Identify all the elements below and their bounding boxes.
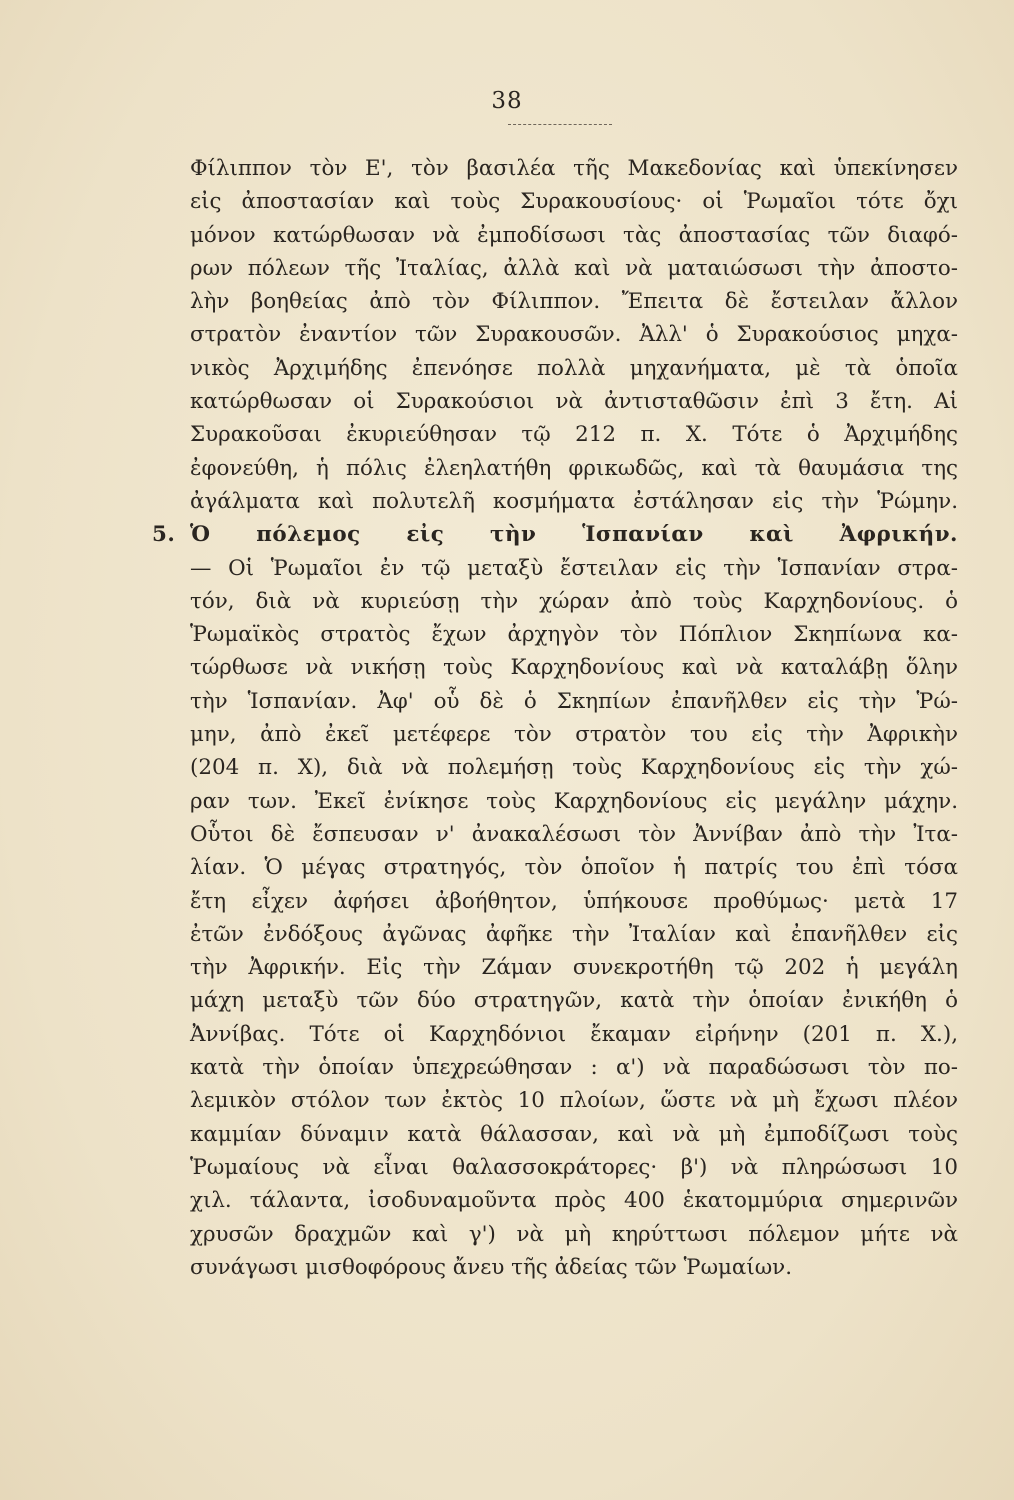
text-line: μόνον κατώρθωσαν νὰ ἐμποδίσωσι τὰς ἀποστασίας τῶν διαφό-: [190, 222, 958, 248]
text-line: μάχη μεταξὺ τῶν δύο στρατηγῶν, κατὰ τὴν ὁποίαν ἐνικήθη ὁ: [190, 988, 958, 1014]
text-line: καμμίαν δύναμιν κατὰ θάλασσαν, καὶ νὰ μὴ ἐμποδίζωσι τοὺς: [190, 1121, 958, 1147]
text-line: Ῥωμαϊκὸς στρατὸς ἔχων ἀρχηγὸν τὸν Πόπλιον Σκηπίωνα κα-: [190, 622, 958, 648]
text-line: λεμικὸν στόλον των ἐκτὸς 10 πλοίων, ὥστε νὰ μὴ ἔχωσι πλέον: [190, 1088, 958, 1114]
text-line: Ῥωμαίους νὰ εἶναι θαλασσοκράτορες· β') νὰ πληρώσωσι 10: [190, 1154, 958, 1180]
text-line: ἐτῶν ἐνδόξους ἀγῶνας ἀφῆκε τὴν Ἰταλίαν καὶ ἐπανῆλθεν εἰς: [190, 921, 958, 947]
text-line: χρυσῶν δραχμῶν καὶ γ') νὰ μὴ κηρύττωσι πόλεμον μήτε νὰ: [190, 1221, 958, 1247]
text-line: τὴν Ἱσπανίαν. Ἀφ' οὗ δὲ ὁ Σκηπίων ἐπανῆλθεν εἰς τὴν Ῥώ-: [190, 688, 958, 714]
text-line: κατὰ τὴν ὁποίαν ὑπεχρεώθησαν : α') νὰ παραδώσωσι τὸν πο-: [190, 1055, 958, 1081]
text-line: Συρακοῦσαι ἐκυριεύθησαν τῷ 212 π. Χ. Τότε ὁ Ἀρχιμήδης: [190, 422, 958, 448]
text-line: στρατὸν ἐναντίον τῶν Συρακουσῶν. Ἀλλ' ὁ Συρακούσιος μηχα-: [190, 322, 958, 348]
text-line: ἀγάλματα καὶ πολυτελῆ κοσμήματα ἐστάλησαν εἰς τὴν Ῥώμην.: [190, 488, 958, 514]
text-line: ἔτη εἶχεν ἀφήσει ἀβοήθητον, ὑπήκουσε προθύμως· μετὰ 17: [190, 888, 958, 914]
text-line: τώρθωσε νὰ νικήσῃ τοὺς Καρχηδονίους καὶ νὰ καταλάβῃ ὅλην: [190, 655, 958, 681]
page-number: 38: [491, 88, 523, 114]
text-line: κατώρθωσαν οἱ Συρακούσιοι νὰ ἀντισταθῶσιν ἐπὶ 3 ἔτη. Αἱ: [190, 389, 958, 415]
text-line: (204 π. Χ), διὰ νὰ πολεμήσῃ τοὺς Καρχηδονίους εἰς τὴν χώ-: [190, 755, 958, 781]
text-line: Φίλιππον τὸν Ε', τὸν βασιλέα τῆς Μακεδονίας καὶ ὑπεκίνησεν: [190, 156, 958, 181]
text-line: τόν, διὰ νὰ κυριεύσῃ τὴν χώραν ἀπὸ τοὺς Καρχηδονίους. ὁ: [190, 588, 958, 614]
text-line: ρων πόλεων τῆς Ἰταλίας, ἀλλὰ καὶ νὰ ματαιώσωσι τὴν ἀποστο-: [190, 255, 958, 281]
body-text: [152, 152, 958, 1284]
text-line: Ἀννίβας. Τότε οἱ Καρχηδόνιοι ἔκαμαν εἰρήνην (201 π. Χ.),: [190, 1021, 958, 1047]
section-heading-text: Ὁ πόλεμος εἰς τὴν Ἱσπανίαν καὶ Ἀφρικήν.: [190, 522, 958, 548]
text-line: νικὸς Ἀρχιμήδης ἐπενόησε πολλὰ μηχανήματα, μὲ τὰ ὁποῖα: [190, 355, 958, 381]
text-line: — Οἱ Ῥωμαῖοι ἐν τῷ μεταξὺ ἔστειλαν εἰς τὴν Ἱσπανίαν στρα-: [190, 555, 958, 581]
text-line: ἐφονεύθη, ἡ πόλις ἐλεηλατήθη φρικωδῶς, καὶ τὰ θαυμάσια της: [190, 455, 958, 481]
text-line: τὴν Ἀφρικήν. Εἰς τὴν Ζάμαν συνεκροτήθη τῷ 202 ἡ μεγάλη: [190, 955, 958, 981]
page-number-rule: [508, 124, 612, 125]
text-line: μην, ἀπὸ ἐκεῖ μετέφερε τὸν στρατὸν του εἰς τὴν Ἀφρικὴν: [190, 722, 958, 748]
section-number: 5.: [152, 522, 176, 548]
text-line: ραν των. Ἐκεῖ ἐνίκησε τοὺς Καρχηδονίους εἰς μεγάλην μάχην.: [190, 788, 958, 814]
text-line: συνάγωσι μισθοφόρους ἄνευ τῆς ἀδείας τῶν Ῥωμαίων.: [190, 1254, 792, 1280]
text-line: Οὗτοι δὲ ἔσπευσαν ν' ἀνακαλέσωσι τὸν Ἀννίβαν ἀπὸ τὴν Ἰτα-: [190, 821, 958, 847]
text-line: εἰς ἀποστασίαν καὶ τοὺς Συρακουσίους· οἱ Ῥωμαῖοι τότε ὄχι: [190, 189, 958, 215]
section-heading: [152, 518, 958, 551]
text-line: χιλ. τάλαντα, ἰσοδυναμοῦντα πρὸς 400 ἑκατομμύρια σημερινῶν: [190, 1188, 958, 1214]
text-line: λίαν. Ὁ μέγας στρατηγός, τὸν ὁποῖον ἡ πατρίς του ἐπὶ τόσα: [190, 855, 958, 881]
text-line: λὴν βοηθείας ἀπὸ τὸν Φίλιππον. Ἔπειτα δὲ ἔστειλαν ἄλλον: [190, 289, 958, 315]
